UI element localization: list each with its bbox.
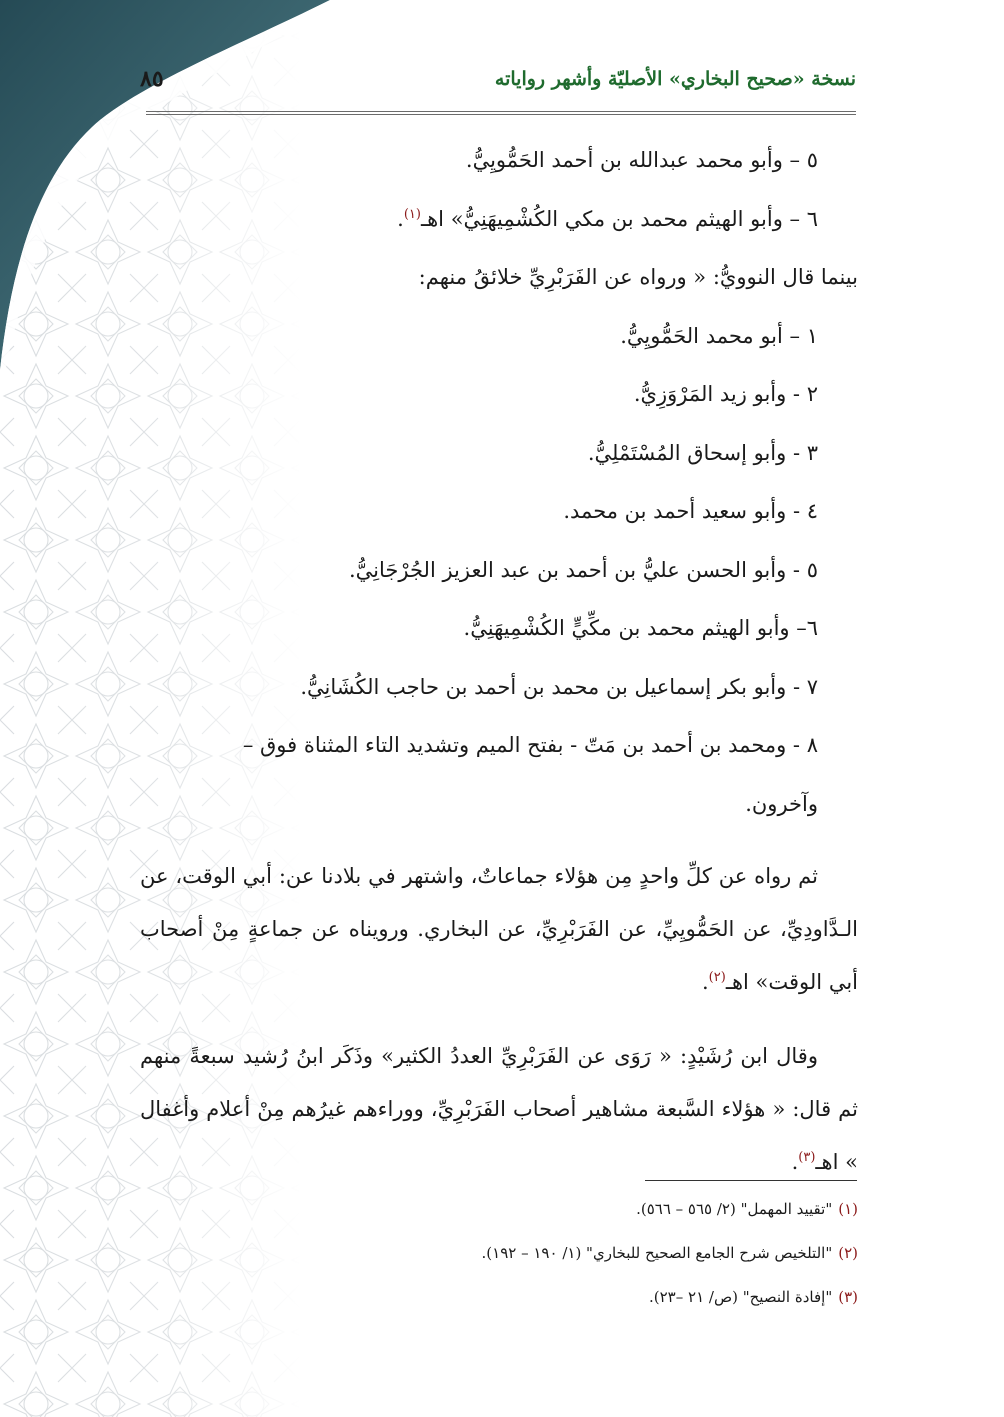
footnote-marker: (٣) (838, 1288, 858, 1306)
list-item: ١ – أبو محمد الحَمُّويِيُّ. (620, 323, 818, 348)
main-text (140, 140, 858, 1210)
footnote (140, 1282, 858, 1326)
footnotes (140, 1194, 858, 1326)
footnote-ref-2: (٢) (708, 970, 726, 985)
list-item-text: ٦ – وأبو الهيثم محمد بن مكي الكُشْمِيهَنِيُّ» اهـ (420, 206, 818, 231)
list-item: ٧ - وأبو بكر إسماعيل بن محمد بن أحمد بن حاجب الكُشَانِيُّ. (300, 674, 818, 699)
running-header (140, 62, 856, 102)
footnote-separator (645, 1180, 857, 1181)
running-title: نسخة «صحيح البخاري» الأصليّة وأشهر رواياته (494, 68, 856, 90)
paragraph-2-text: وقال ابن رُشَيْدٍ: « رَوَى عن الفَرَبْرِيِّ العددُ الكثير» وذَكَر ابنُ رُشيد سبعةً منهم ثم قال: « هؤلاء السَّبعة مشاهير أصحاب الفَرَبْرِيِّ، ووراءهم غيرُهم مِنْ أعلام وأغفال » اهـ (140, 1044, 858, 1174)
footnote-ref-3: (٣) (798, 1150, 816, 1165)
list-item (140, 199, 858, 258)
header-rule-upper (146, 111, 856, 112)
footnote-text: "تقييد المهمل" (٢/ ٥٦٥ – ٥٦٦). (636, 1200, 833, 1218)
list-item: ٦– وأبو الهيثم محمد بن مكِّيٍّ الكُشْمِيهَنِيُّ. (463, 616, 818, 640)
list-item-end: . (397, 206, 404, 231)
page-number: ٨٥ (140, 66, 164, 92)
list-item: ٢ - وأبو زيد المَرْوَزِيُّ. (633, 382, 818, 406)
list-item: ٨ - ومحمد بن أحمد بن مَتّ - بفتح الميم وتشديد التاء المثناة فوق – (242, 733, 818, 757)
intro-line: بينما قال النوويُّ: « ورواه عن الفَرَبْرِيِّ خلائقُ منهم: (418, 265, 858, 289)
list-item: ٥ – وأبو محمد عبدالله بن أحمد الحَمُّويِيُّ. (465, 148, 818, 172)
footnote-ref-1: (١) (403, 206, 421, 222)
footnote-text: "التلخيص شرح الجامع الصحيح للبخاري" (١/ ١٩٠ – ١٩٢). (481, 1244, 833, 1262)
paragraph-1-end: . (701, 970, 709, 994)
list-item: ٥ - وأبو الحسن عليُّ بن أحمد بن عبد العزيز الجُرْجَانِيُّ. (349, 557, 818, 582)
footnote-marker: (٢) (838, 1244, 858, 1262)
list-item: ٣ - وأبو إسحاق المُسْتَمْلِيُّ. (587, 440, 818, 465)
header-rule-lower (146, 114, 856, 115)
list-item: ٤ - وأبو سعيد أحمد بن محمد. (563, 499, 818, 523)
paragraph-1 (140, 850, 858, 1009)
footnote-marker: (١) (838, 1200, 858, 1218)
footnote-text: "إفادة النصيح" (ص/ ٢١ –٢٣). (648, 1288, 833, 1306)
paragraph-2-end: . (791, 1150, 799, 1174)
list-item: وآخرون. (745, 791, 818, 816)
footnote (140, 1238, 858, 1282)
paragraph-1-text: ثم رواه عن كلِّ واحدٍ مِن هؤلاء جماعاتٌ، واشتهر في بلادنا عن: أبي الوقت، عن الـدَّاودِيِّ، عن الحَمُّويِيِّ، عن الفَرَبْرِيِّ، عن البخاري. ورويناه عن جماعةٍ مِنْ أصحاب أبي الوقت» اهـ (140, 864, 858, 994)
paragraph-2 (140, 1030, 858, 1189)
footnote (140, 1194, 858, 1238)
